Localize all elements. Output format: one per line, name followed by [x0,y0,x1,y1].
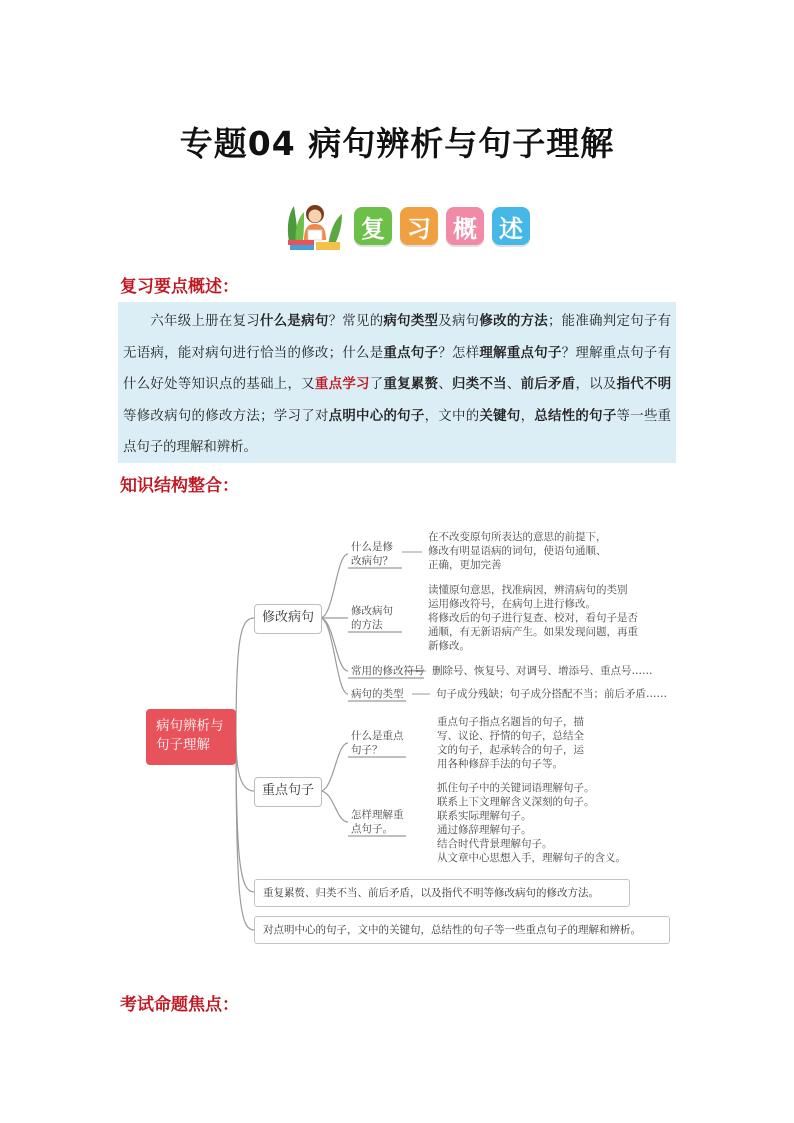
detail-line: 用各种修辞手法的句子等。 [437,758,563,770]
detail-line: 文的句子，起承转合的句子，运 [437,744,584,756]
banner-tile-1: 复 [354,207,392,245]
summary-text: ？常见的 [328,314,384,329]
label-line: 什么是修 [351,541,393,553]
summary-bold: 关键句 [479,407,521,424]
detail-line: 从文章中心思想入手，理解句子的含义。 [437,852,626,864]
sub-label-symbols [351,664,425,678]
label-line: 改病句？ [351,555,393,567]
label-line: 句子？ [351,744,383,756]
root-line-1: 病句辨析与 [156,718,224,734]
summary-bold: 指代不明 [616,376,672,392]
summary-bold: 重点句子 [383,344,439,361]
branch-key-sentences: 重点句子 [254,777,322,807]
detail-line: 新修改。 [428,640,470,652]
banner-tile-3: 概 [446,207,484,245]
summary-text: 及病句 [438,314,480,329]
detail-line: 句子成分残缺；句子成分搭配不当；前后矛盾…… [436,688,667,700]
detail-line: 写、议论、抒情的句子，总结全 [437,730,584,742]
label-line: 什么是重点 [351,730,404,742]
detail-line: 读懂原句意思，找准病因，辨清病句的类别 [428,584,628,596]
detail-symbols [432,664,653,678]
detail-types [436,687,667,701]
sub-label-what-is-modify [351,540,393,568]
label-line: 的方法 [351,619,383,631]
section-heading-structure: 知识结构整合： [120,476,239,496]
summary-text: 了 [369,377,384,392]
summary-bold: 点明中心的句子 [328,407,425,424]
detail-line: 联系实际理解句子。 [437,810,532,822]
summary-text: 、 [438,377,453,392]
label-line: 怎样理解重 [351,809,404,821]
summary-bold: 前后矛盾 [520,376,576,392]
label-line: 病句的类型 [351,688,404,700]
detail-line: 删除号、恢复号、对调号、增添号、重点号…… [432,665,653,677]
sub-label-modify-method [351,604,393,632]
detail-modify-method [428,583,638,653]
detail-line: 抓住句子中的关键词语理解句子。 [437,782,595,794]
detail-line: 运用修改符号，在病句上进行修改。 [428,598,596,610]
summary-text: ， [520,408,535,424]
mindmap-box-methods: 重复累赘、归类不当、前后矛盾，以及指代不明等修改病句的修改方法。 [254,879,630,907]
detail-what-is-modify [428,530,607,572]
label-line: 常用的修改符号 [351,665,425,677]
label-line: 点句子。 [351,823,393,835]
summary-text: ，文中的 [424,408,480,424]
summary-bold: 修改的方法 [479,313,548,329]
section-heading-exam: 考试命题焦点： [120,995,239,1015]
banner-tile-2: 习 [400,207,438,245]
root-line-2: 句子理解 [156,737,210,753]
detail-line: 重点句子指点名题旨的句子，描 [437,716,584,728]
detail-line: 修改有明显语病的词句，使语句通顺、 [428,545,607,557]
detail-line: 联系上下文理解含义深刻的句子。 [437,796,595,808]
sub-label-types [351,687,404,701]
summary-text: 等修改病句的修改方法；学习了对 [123,408,329,424]
detail-line: 将修改后的句子进行复查、校对，看句子是否 [428,612,638,624]
detail-line: 通过修辞理解句子。 [437,824,532,836]
summary-text: ；能准确判定句子有无语病，能对病句进行恰当的修改；什么是 [123,314,672,361]
sub-label-what-is-key [351,729,404,757]
summary-highlight: 重点学习 [314,376,370,392]
page-title: 专题04 病句辨析与句子理解 [179,124,615,163]
summary-text: 六年级上册在复习 [150,314,261,329]
branch-modify-sentences: 修改病句 [254,604,322,634]
summary-bold: 病句类型 [383,313,439,329]
summary-bold: 总结性的句子 [534,407,617,424]
summary-text: 、 [506,377,521,392]
summary-text: ？怎样 [438,345,480,361]
summary-bold: 重复累赘 [383,376,439,392]
summary-text: 等一些重点句子的理解和辨析。 [123,408,672,455]
detail-line: 结合时代背景理解句子。 [437,838,553,850]
detail-line: 正确，更加完善 [428,559,502,571]
detail-how-to-understand [437,781,626,865]
detail-what-is-key [437,715,584,771]
summary-text: ？理解重点句子有什么好处等知识点的基础上，又 [123,345,672,392]
summary-text: ，以及 [575,377,617,392]
sub-label-how-to-understand [351,808,404,836]
summary-bold: 什么是病句 [260,313,329,329]
mindmap-root [146,709,236,765]
detail-line: 在不改变原句所表达的意思的前提下， [428,531,607,543]
summary-bold: 理解重点句子 [479,344,562,361]
mindmap-box-understanding: 对点明中心的句子，文中的关键句，总结性的句子等一些重点句子的理解和辨析。 [254,916,670,944]
detail-line: 通顺，有无新语病产生。如果发现问题，再重 [428,626,638,638]
summary-bold: 归类不当 [452,376,507,392]
label-line: 修改病句 [351,605,393,617]
section-heading-review: 复习要点概述： [120,277,239,297]
banner-tile-4: 述 [492,207,530,245]
